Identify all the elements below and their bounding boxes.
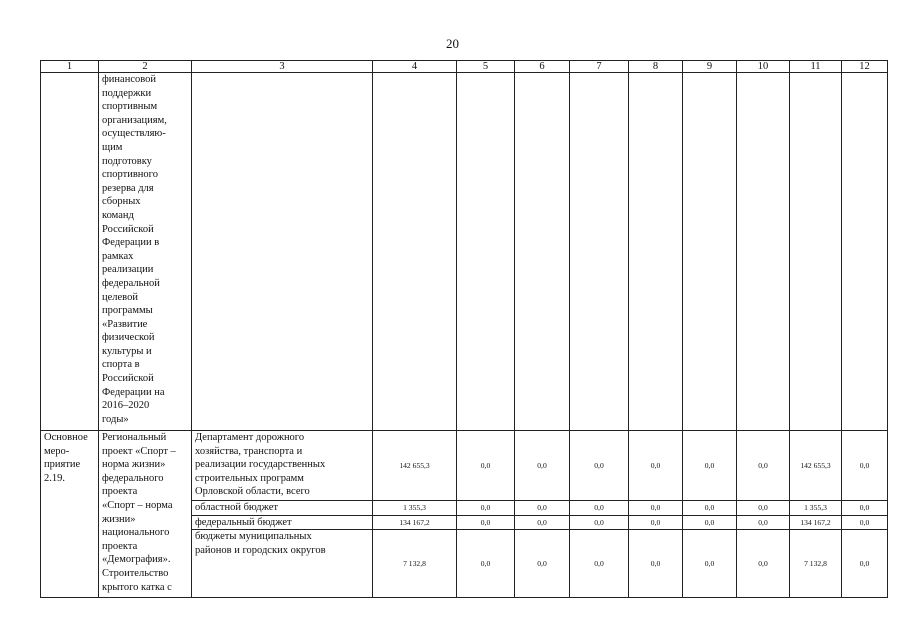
value-cell: 134 167,2 [373,515,457,530]
continued-measure-row [41,73,888,431]
measure-number-line: 2.19. [44,472,65,484]
value-cell [373,73,457,431]
value-cell: 0,0 [842,501,888,516]
value-cell: 0,0 [737,530,790,598]
value-cell: 0,0 [842,431,888,501]
column-number-header: 7 [570,61,629,73]
measure-number-cell [41,73,99,431]
value-cell: 0,0 [515,431,570,501]
value-cell: 0,0 [457,501,515,516]
description-line: Российской [102,223,154,235]
description-line: Строительство [102,567,169,579]
value-cell: 7 132,8 [373,530,457,598]
description-line: федерального [102,472,164,484]
value-cell: 0,0 [842,515,888,530]
value-cell: 0,0 [457,431,515,501]
value-cell: 0,0 [515,515,570,530]
source-cell [192,515,373,530]
value-cell: 0,0 [683,431,737,501]
source-line: Орловской области, всего [195,486,310,498]
column-number-header: 11 [790,61,842,73]
value-cell: 134 167,2 [790,515,842,530]
measure-description-cell [99,73,192,431]
value-cell: 0,0 [570,501,629,516]
description-line: программы [102,305,153,317]
value-cell [457,73,515,431]
value-cell: 0,0 [629,431,683,501]
value-cell: 0,0 [737,515,790,530]
value-cell: 7 132,8 [790,530,842,598]
description-line: «Развитие [102,318,148,330]
description-line: норма жизни» [102,459,166,471]
column-number-header-row [41,61,888,73]
value-cell: 1 355,3 [790,501,842,516]
value-cell [842,73,888,431]
source-line: Департамент дорожного [195,432,305,443]
value-cell: 0,0 [629,530,683,598]
description-line: спортивного [102,169,158,181]
funding-row-total [41,431,888,501]
description-line: Региональный [102,432,167,443]
column-number-header: 3 [192,61,373,73]
description-line: проект «Спорт – [102,445,176,457]
value-cell: 0,0 [457,530,515,598]
page-number: 20 [446,36,459,51]
value-cell: 0,0 [515,530,570,598]
value-cell [683,73,737,431]
source-line: федеральный бюджет [195,516,292,528]
value-cell: 0,0 [683,530,737,598]
description-line: подготовку [102,155,152,167]
description-line: Федерации на [102,386,165,398]
value-cell: 0,0 [570,515,629,530]
description-line: финансовой [102,74,156,85]
description-line: Федерации в [102,237,160,249]
measure-number-line: приятие [44,459,81,471]
column-number-header: 10 [737,61,790,73]
column-number-header: 9 [683,61,737,73]
value-cell [790,73,842,431]
description-line: организациям, [102,114,167,126]
description-line: реализации [102,264,154,276]
source-line: бюджеты муниципальных [195,531,312,543]
source-line: строительных программ [195,472,304,484]
description-line: 2016–2020 [102,400,150,412]
value-cell [629,73,683,431]
value-cell: 0,0 [570,530,629,598]
value-cell: 142 655,3 [790,431,842,501]
description-line: команд [102,209,134,221]
value-cell: 0,0 [737,431,790,501]
value-cell: 0,0 [629,501,683,516]
description-line: национального [102,527,170,539]
budget-table [40,60,888,598]
source-cell [192,530,373,598]
column-number-header: 2 [99,61,192,73]
description-line: «Демография». [102,554,171,566]
value-cell: 0,0 [737,501,790,516]
value-cell: 142 655,3 [373,431,457,501]
description-line: проекта [102,540,138,552]
column-number-header: 12 [842,61,888,73]
value-cell [570,73,629,431]
column-number-header: 5 [457,61,515,73]
measure-number-cell [41,431,99,598]
value-cell: 0,0 [629,515,683,530]
column-number-header: 1 [41,61,99,73]
source-line: районов и городских округов [195,544,326,556]
column-number-header: 4 [373,61,457,73]
source-line: реализации государственных [195,459,326,471]
source-line: хозяйства, транспорта и [195,445,303,457]
measure-number-line: Основное [44,432,88,443]
source-cell [192,431,373,501]
description-line: жизни» [102,513,136,525]
description-line: физической [102,332,155,344]
description-line: проекта [102,486,138,498]
value-cell: 0,0 [457,515,515,530]
description-line: крытого катка с [102,581,172,593]
value-cell: 1 355,3 [373,501,457,516]
value-cell: 0,0 [683,501,737,516]
description-line: Российской [102,373,154,385]
value-cell: 0,0 [570,431,629,501]
description-line: спорта в [102,359,140,371]
value-cell: 0,0 [683,515,737,530]
value-cell: 0,0 [842,530,888,598]
source-line: областной бюджет [195,502,278,513]
source-cell [192,73,373,431]
description-line: спортивным [102,101,158,113]
column-number-header: 8 [629,61,683,73]
measure-description-cell [99,431,192,598]
column-number-header: 6 [515,61,570,73]
description-line: федеральной [102,277,160,289]
value-cell [515,73,570,431]
description-line: поддержки [102,87,152,99]
value-cell: 0,0 [515,501,570,516]
description-line: щим [102,141,123,153]
description-line: «Спорт – норма [102,499,173,511]
description-line: целевой [102,291,138,303]
description-line: годы» [102,413,129,425]
description-line: резерва для [102,182,154,194]
description-line: осуществляю- [102,128,166,140]
description-line: культуры и [102,345,152,357]
source-cell [192,501,373,516]
measure-number-line: меро- [44,445,70,457]
value-cell [737,73,790,431]
description-line: рамках [102,250,134,262]
description-line: сборных [102,196,141,208]
